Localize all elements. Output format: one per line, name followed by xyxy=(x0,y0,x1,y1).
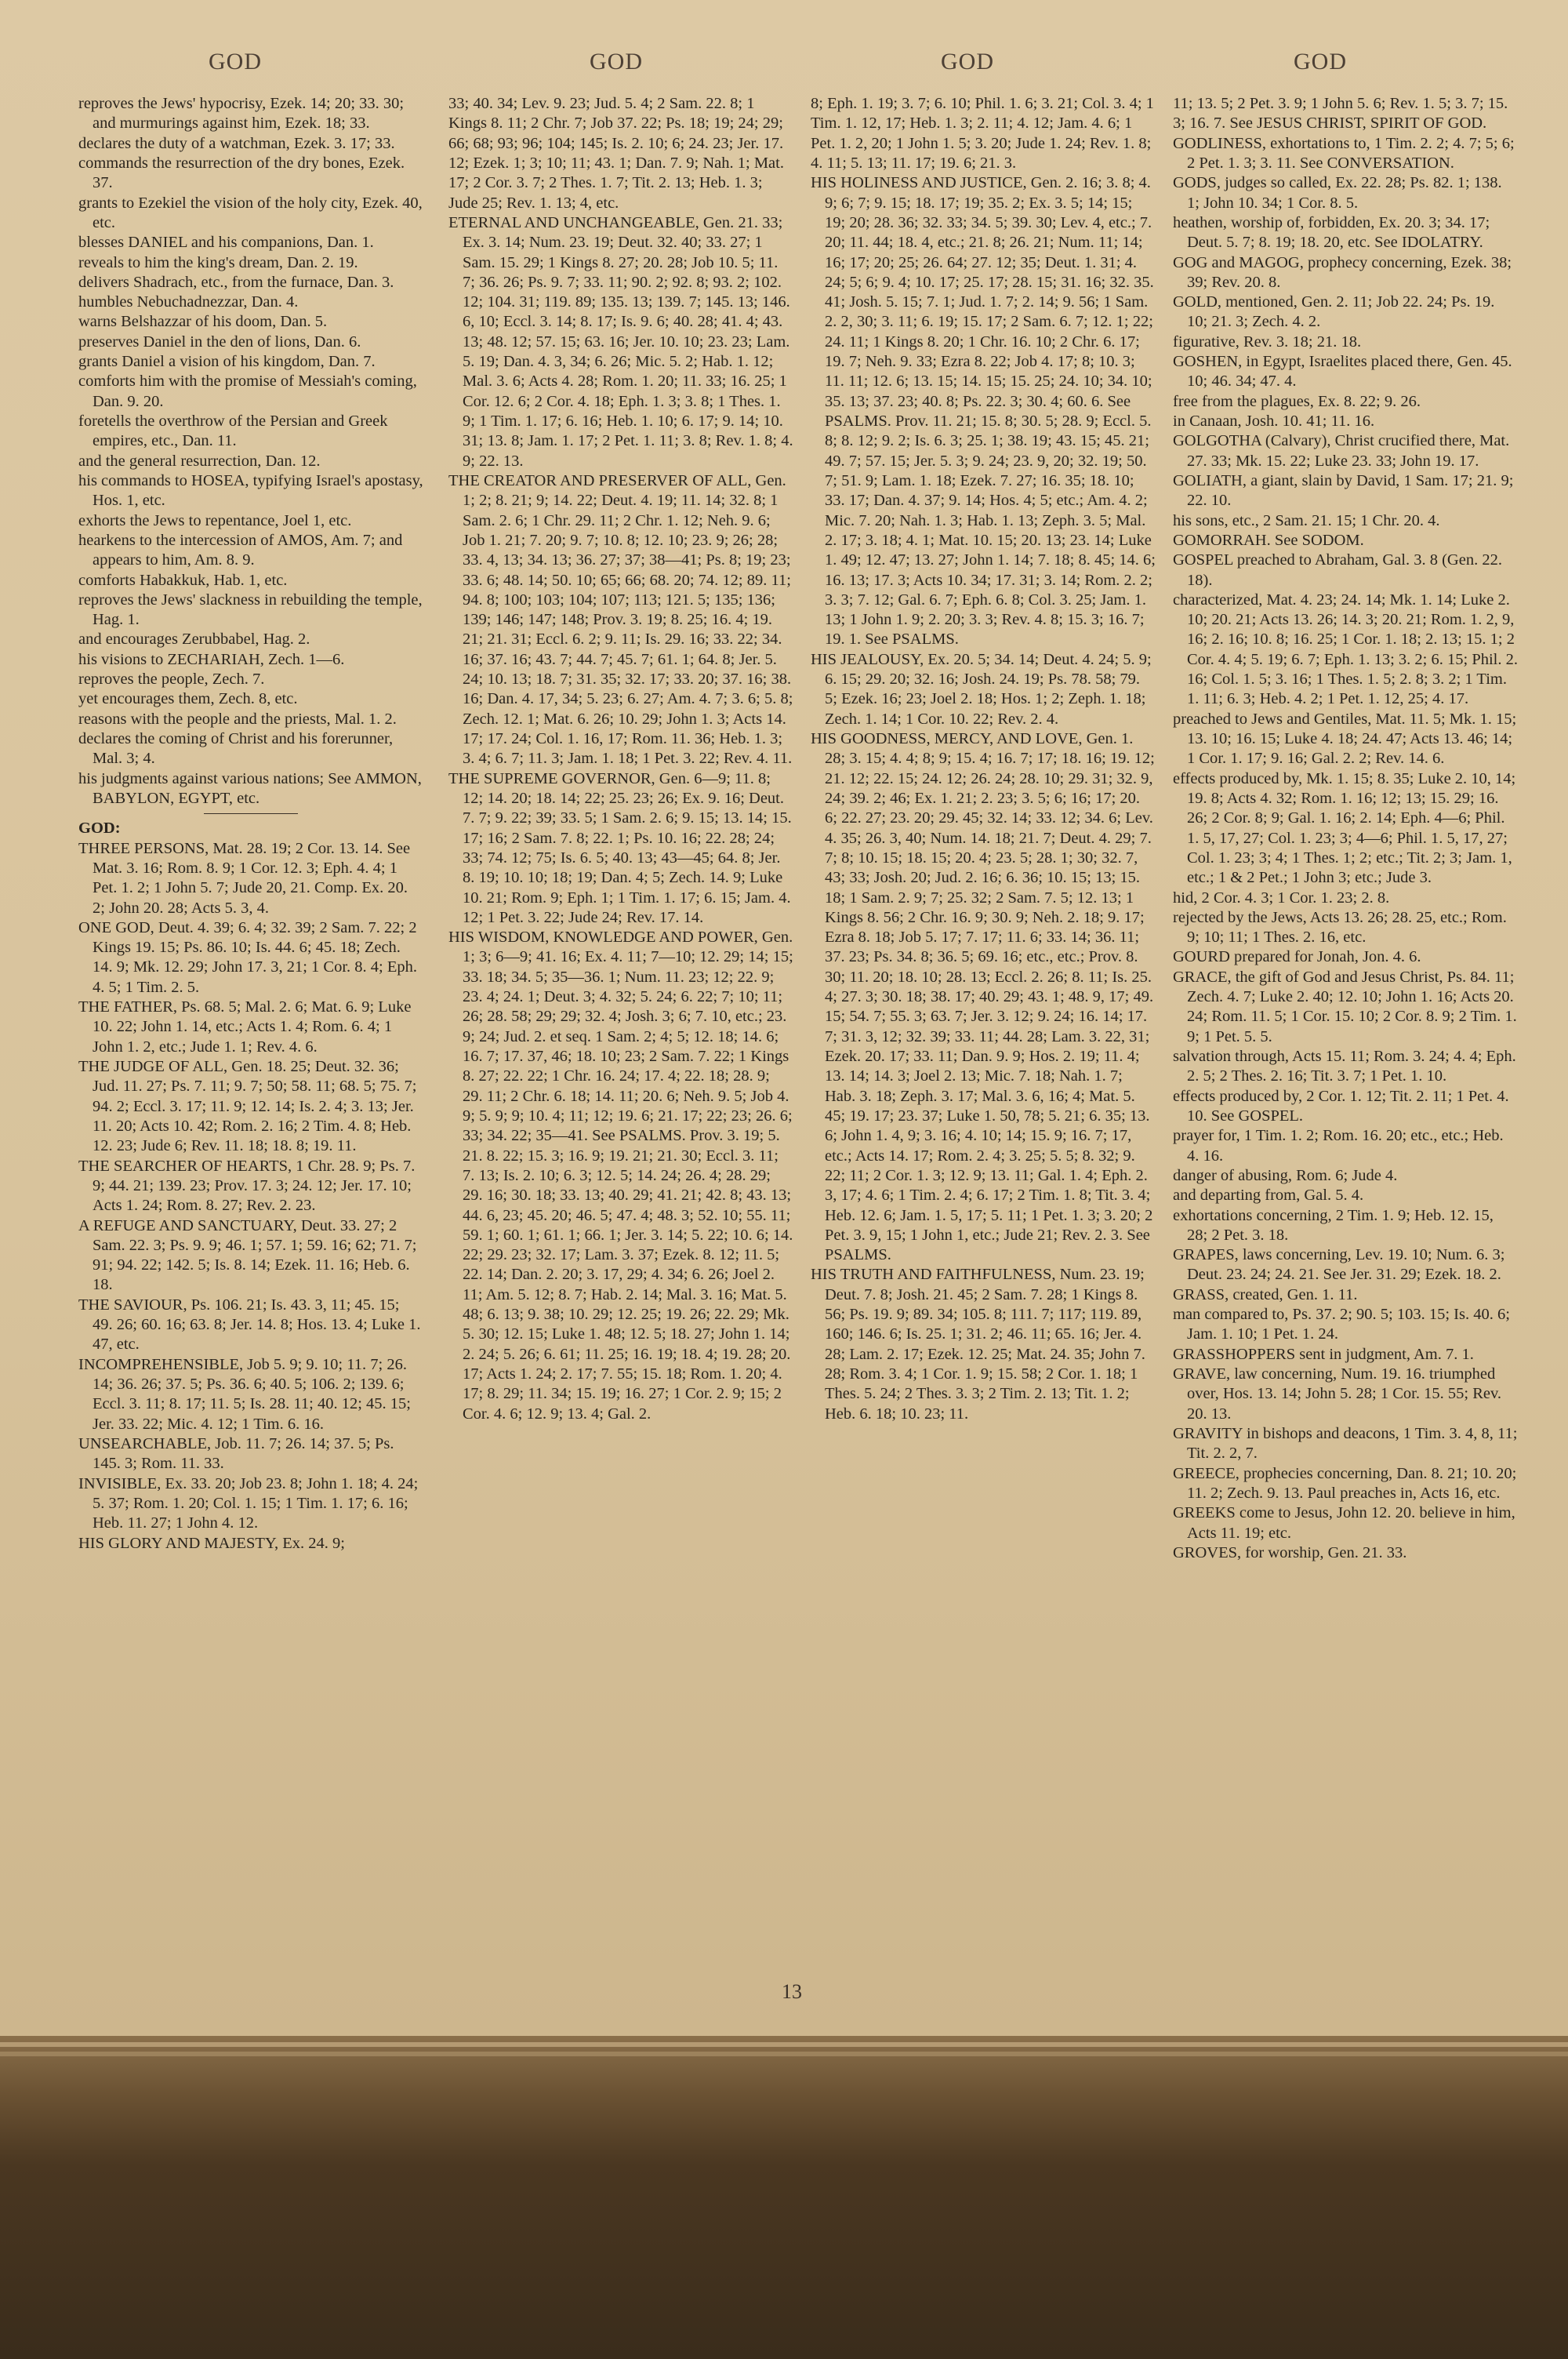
index-entry: UNSEARCHABLE, Job. 11. 7; 26. 14; 37. 5; Ps. 145. 3; Rom. 11. 33. xyxy=(78,1434,394,1473)
index-entry: preserves Daniel in the den of lions, Dan. 6. xyxy=(78,333,361,351)
index-entry: HIS HOLINESS AND JUSTICE, Gen. 2. 16; 3. 8; 4. 9; 6; 7; 9. 15; 18. 17; 19; 35. 2; Ex. 3. 5; 14; 15; 19; 20; 28. 36; 32. 33; 34. 5; 39. 30; Lev. 4, etc.; 7. 20; 11. 44; 18. 4, etc.; 21. 8; 26. 21; Num. 11; 14; 16; 17; 20; 25; 26. 64; 27. 12; 35; Deut. 1. 31; 4. 24; 5; 6; 9. 4; 10. 17; 25. 17; 28. 15; 31. 16; 32. 35. 41; Josh. 5. 15; 7. 1; Jud. 1. 7; 2. 14; 9. 56; 1 Sam. 2. 2, 30; 3. 11; 6. 19; 15. 17; 2 Sam. 6. 7; 12. 1; 22; 24. 11; 1 Kings 8. 20; 1 Chr. 16. 10; 2 Chr. 6. 17; 19. 7; Neh. 9. 33; Ezra 8. 22; Job 4. 17; 8; 10. 3; 11. 11; 12. 6; 13. 15; 14. 15; 15. 25; 24. 10; 34. 10; 35. 13; 37. 23; 40. 8; Ps. 22. 3; 30. 4; 60. 6. See PSALMS. Prov. 11. 21; 15. 8; 30. 5; 28. 9; Eccl. 5. 8; 8. 12; 9. 2; Is. 6. 3; 25. 1; 38. 19; 43. 15; 45. 21; 49. 7; 57. 15; Jer. 5. 3; 9. 24; 23. 9, 20; 32. 19; 50. 7; 51. 9; Lam. 1. 18; Ezek. 7. 27; 16. 35; 18. 10; 33. 17; Dan. 4. 37; 9. 14; Hos. 4; 5; etc.; Am. 4. 2; Mic. 7. 20; Nah. 1. 3; Hab. 1. 13; Zeph. 3. 5; Mal. 2. 17; 3. 18; 4. 1; Mat. 10. 15; 20. 13; 23. 14; Luke 1. 49; 12. 47; 13. 27; John 1. 14; 7. 18; 8. 45; 14. 6; 16. 13; 17. 3; Acts 10. 34; 17. 31; 3. 14; Rom. 2. 2; 3. 3; 7. 12; Gal. 6. 7; Eph. 6. 8; Col. 3. 25; Jam. 1. 13; 1 John 1. 9; 2. 20; 3. 3; Rev. 4. 8; 15. 3; 16. 7; 19. 1. See PSALMS. xyxy=(811,174,1156,649)
index-entry: characterized, Mat. 4. 23; 24. 14; Mk. 1. 14; Luke 2. 10; 20. 21; Acts 13. 26; 14. 3; 20. 21; Rom. 1. 2, 9, 16; 2. 16; 10. 8; 16. 25; 1 Cor. 1. 18; 2. 13; 15. 1; 2 Cor. 4. 4; 5. 19; 6. 7; Eph. 1. 13; 3. 2; 6. 15; Phil. 2. 16; Col. 1. 5; 3. 16; 1 Thes. 1. 5; 2. 8; 3. 2; 1 Tim. 1. 11; 6. 3; Heb. 4. 2; 1 Pet. 1. 12, 25; 4. 17. xyxy=(1173,591,1518,708)
index-entry: reasons with the people and the priests, Mal. 1. 2. xyxy=(78,710,397,728)
index-entry: GOSHEN, in Egypt, Israelites placed there, Gen. 45. 10; 46. 34; 47. 4. xyxy=(1173,353,1512,391)
index-entry: grants Daniel a vision of his kingdom, Dan. 7. xyxy=(78,353,376,371)
running-head-col2: GOD xyxy=(590,49,643,75)
index-entry: GREECE, prophecies concerning, Dan. 8. 21; 10. 20; 11. 2; Zech. 9. 13. Paul preaches in, Acts 16, etc. xyxy=(1173,1464,1517,1502)
index-entry: his sons, etc., 2 Sam. 21. 15; 1 Chr. 20. 4. xyxy=(1173,511,1440,529)
index-entry: HIS GOODNESS, MERCY, AND LOVE, Gen. 1. 28; 3. 15; 4. 4; 8; 9; 15. 4; 16. 7; 17; 18. 16; 19. 12; 21. 12; 22. 15; 24. 12; 26. 24; 28. 10; 29. 31; 32. 9, 24; 39. 2; 46; Ex. 1. 21; 2. 23; 3. 5; 6; 16; 17; 20. 6; 22. 27; 23. 20; 29. 45; 32. 14; 33. 12; 34. 6; Lev. 4. 35; 26. 3, 40; Num. 14. 18; 21. 7; Deut. 4. 29; 7. 7; 8; 10. 15; 18. 15; 20. 4; 23. 5; 28. 1; 30; 32. 7, 43; 33; Josh. 20; Jud. 2. 16; 6. 36; 10. 15; 13; 15. 18; 1 Sam. 2. 9; 7; 25. 32; 2 Sam. 7. 5; 12. 13; 1 Kings 8. 56; 2 Chr. 16. 9; 30. 9; Neh. 2. 18; 9. 17; Ezra 8. 18; Job 5. 17; 7. 17; 11. 6; 33. 14; 36. 11; 37. 23; Ps. 34. 8; 36. 5; 69. 16; etc., etc.; Prov. 8. 30; 11. 20; 18. 10; 28. 13; Eccl. 2. 26; 8. 11; Is. 25. 4; 27. 3; 30. 18; 38. 17; 40. 29; 43. 1; 48. 9, 17; 49. 15; 54. 7; 55. 3; 63. 7; Jer. 3. 12; 9. 24; 16. 14; 17. 7; 31. 3, 12; 32. 39; 33. 11; 44. 28; Lam. 3. 22, 31; Ezek. 20. 17; 33. 11; Dan. 9. 9; Hos. 2. 19; 11. 4; 13. 14; 14. 3; Joel 2. 13; Mic. 7. 18; Nah. 1. 7; Hab. 3. 18; Zeph. 3. 17; Mal. 3. 6, 16; 4; Mat. 5. 45; 19. 17; 23. 37; Luke 1. 50, 78; 5. 21; 6. 35; 13. 6; John 1. 4, 9; 3. 16; 4. 10; 14; 15. 9; 16. 7; 17, etc.; Acts 14. 17; Rom. 2. 4; 3. 25; 5. 5; 8. 32; 9. 22; 11; 2 Cor. 1. 3; 12. 9; 13. 11; Gal. 1. 4; Eph. 2. 3, 17; 4. 6; 1 Tim. 2. 4; 6. 17; 2 Tim. 1. 8; Tit. 3. 4; Heb. 12. 6; Jam. 1. 5, 17; 5. 11; 1 Pet. 1. 3; 3. 20; 2 Pet. 3. 9, 15; 1 John 1, etc.; Jude 21; Rev. 2. 3. See PSALMS. xyxy=(811,730,1155,1264)
index-entry: and encourages Zerubbabel, Hag. 2. xyxy=(78,631,310,649)
index-entry: INCOMPREHENSIBLE, Job 5. 9; 9. 10; 11. 7; 26. 14; 36. 26; 37. 5; Ps. 36. 6; 40. 5; 106. 2; 139. 6; Eccl. 3. 11; 8. 17; 11. 5; Is. 28. 11; 40. 12; 45. 15; Jer. 33. 22; Mic. 4. 12; 1 Tim. 6. 16. xyxy=(78,1355,411,1433)
book-bottom-edge xyxy=(0,2036,1568,2359)
text-column-4 xyxy=(1173,94,1518,2023)
index-entry: GODLINESS, exhortations to, 1 Tim. 2. 2; 4. 7; 5; 6; 2 Pet. 1. 3; 3. 11. See CONVERSATION. xyxy=(1173,134,1515,172)
index-entry: delivers Shadrach, etc., from the furnace, Dan. 3. xyxy=(78,273,394,291)
index-entry: 11; 13. 5; 2 Pet. 3. 9; 1 John 5. 6; Rev. 1. 5; 3. 7; 15. 3; 16. 7. See JESUS CHRIST, SPIRIT OF GOD. xyxy=(1173,95,1508,133)
index-entry: 33; 40. 34; Lev. 9. 23; Jud. 5. 4; 2 Sam. 22. 8; 1 Kings 8. 11; 2 Chr. 7; Job 37. 22; Ps. 18; 19; 24; 29; 66; 68; 93; 96; 104; 145; Is. 2. 10; 6; 24. 23; Jer. 17. 12; Ezek. 1; 3; 10; 11; 43. 1; Dan. 7. 9; Nah. 1; Mat. 17; 2 Cor. 3. 7; 2 Thes. 1. 7; Tit. 2. 13; Heb. 1. 3; Jude 25; Rev. 1. 13; 4, etc. xyxy=(448,95,784,212)
index-entry: GRASSHOPPERS sent in judgment, Am. 7. 1. xyxy=(1173,1345,1474,1363)
text-column-3 xyxy=(811,94,1156,2023)
index-entry: reveals to him the king's dream, Dan. 2. 19. xyxy=(78,253,358,271)
index-entry: GOMORRAH. See SODOM. xyxy=(1173,531,1364,549)
index-entry: his judgments against various nations; See AMMON, BABYLON, EGYPT, etc. xyxy=(78,769,422,807)
index-entry: and the general resurrection, Dan. 12. xyxy=(78,452,321,470)
page-edge-strip xyxy=(0,2042,1568,2047)
index-entry: GOD: xyxy=(78,820,121,838)
index-entry: salvation through, Acts 15. 11; Rom. 3. 24; 4. 4; Eph. 2. 5; 2 Thes. 2. 16; Tit. 3. 7; 1 Pet. 1. 10. xyxy=(1173,1048,1516,1085)
index-entry: his visions to ZECHARIAH, Zech. 1—6. xyxy=(78,650,345,668)
index-entry: his commands to HOSEA, typifying Israel's apostasy, Hos. 1, etc. xyxy=(78,471,423,510)
index-entry: GOURD prepared for Jonah, Jon. 4. 6. xyxy=(1173,948,1421,966)
index-entry: GOLGOTHA (Calvary), Christ crucified there, Mat. 27. 33; Mk. 15. 22; Luke 23. 33; John 19. 17. xyxy=(1173,432,1510,470)
index-entry: reproves the people, Zech. 7. xyxy=(78,671,265,689)
index-entry: GRAPES, laws concerning, Lev. 19. 10; Num. 6. 3; Deut. 23. 24; 24. 21. See Jer. 31. 29; Ezek. 18. 2. xyxy=(1173,1246,1505,1284)
index-entry: THE SEARCHER OF HEARTS, 1 Chr. 28. 9; Ps. 7. 9; 44. 21; 139. 23; Prov. 17. 3; 24. 12; Jer. 17. 10; Acts 1. 24; Rom. 8. 27; Rev. 2. 23. xyxy=(78,1157,416,1215)
index-entry: yet encourages them, Zech. 8, etc. xyxy=(78,690,298,708)
index-entry: GRACE, the gift of God and Jesus Christ, Ps. 84. 11; Zech. 4. 7; Luke 2. 40; 12. 10; John 1. 16; Acts 20. 24; Rom. 11. 5; 1 Cor. 15. 10; 2 Cor. 8. 9; 2 Tim. 1. 9; 1 Pet. 5. 5. xyxy=(1173,968,1517,1045)
index-entry: in Canaan, Josh. 10. 41; 11. 16. xyxy=(1173,413,1375,430)
index-entry: 8; Eph. 1. 19; 3. 7; 6. 10; Phil. 1. 6; 3. 21; Col. 3. 4; 1 Tim. 1. 12, 17; Heb. 1. 3; 2. 11; 4. 12; Jam. 4. 6; 1 Pet. 1. 2, 20; 1 John 1. 5; 3. 20; Jude 1. 24; Rev. 1. 8; 4. 11; 5. 13; 11. 17; 19. 6; 21. 3. xyxy=(811,95,1154,172)
index-entry: GODS, judges so called, Ex. 22. 28; Ps. 82. 1; 138. 1; John 10. 34; 1 Cor. 8. 5. xyxy=(1173,174,1502,212)
index-entry: THE JUDGE OF ALL, Gen. 18. 25; Deut. 32. 36; Jud. 11. 27; Ps. 7. 11; 9. 7; 50; 58. 11; 68. 5; 75. 7; 94. 2; Eccl. 3. 17; 11. 9; 12. 14; Is. 2. 4; 3. 13; Jer. 11. 20; Acts 10. 42; Rom. 2. 16; 2 Tim. 4. 8; Heb. 12. 23; Jude 6; Rev. 11. 18; 18. 8; 19. 11. xyxy=(78,1058,417,1155)
index-entry: hid, 2 Cor. 4. 3; 1 Cor. 1. 23; 2. 8. xyxy=(1173,889,1390,907)
index-entry: man compared to, Ps. 37. 2; 90. 5; 103. 15; Is. 40. 6; Jam. 1. 10; 1 Pet. 1. 24. xyxy=(1173,1306,1510,1343)
index-entry: THE SAVIOUR, Ps. 106. 21; Is. 43. 3, 11; 45. 15; 49. 26; 60. 16; 63. 8; Jer. 14. 8; Hos. 13. 4; Luke 1. 47, etc. xyxy=(78,1296,421,1354)
index-entry: GOSPEL preached to Abraham, Gal. 3. 8 (Gen. 22. 18). xyxy=(1173,551,1502,589)
index-entry: heathen, worship of, forbidden, Ex. 20. 3; 34. 17; Deut. 5. 7; 8. 19; 18. 20, etc. See IDOLATRY. xyxy=(1173,213,1490,252)
index-entry: GRAVE, law concerning, Num. 19. 16. triumphed over, Hos. 13. 14; John 5. 28; 1 Cor. 15. 55; Rev. 20. 13. xyxy=(1173,1365,1502,1423)
index-entry: ETERNAL AND UNCHANGEABLE, Gen. 21. 33; Ex. 3. 14; Num. 23. 19; Deut. 32. 40; 33. 27; 1 Sam. 15. 29; 1 Kings 8. 27; 20. 28; Job 10. 5; 11. 7; 36. 26; Ps. 9. 7; 33. 11; 90. 2; 92. 8; 93. 2; 102. 12; 104. 31; 119. 89; 135. 13; 139. 7; 145. 13; 146. 6, 10; Eccl. 3. 14; 8. 17; Is. 9. 6; 40. 28; 41. 4; 43. 13; 48. 12; 57. 15; 63. 16; Jer. 10. 10; 23. 23; Lam. 5. 19; Dan. 4. 3, 34; 6. 26; Mic. 5. 2; Hab. 1. 12; Mal. 3. 6; Acts 4. 28; Rom. 1. 20; 11. 33; 16. 25; 1 Cor. 12. 6; 2 Cor. 4. 18; Eph. 1. 3; 3. 8; 1 Thes. 1. 9; 1 Tim. 1. 17; 6. 16; Heb. 1. 10; 6. 17; 9. 14; 10. 31; 13. 8; Jam. 1. 17; 2 Pet. 1. 11; 3. 8; Rev. 1. 8; 4. 9; 22. 13. xyxy=(448,213,793,470)
index-entry: prayer for, 1 Tim. 1. 2; Rom. 16. 20; etc., etc.; Heb. 4. 16. xyxy=(1173,1127,1504,1165)
index-entry: hearkens to the intercession of AMOS, Am. 7; and appears to him, Am. 8. 9. xyxy=(78,531,403,569)
index-entry: GROVES, for worship, Gen. 21. 33. xyxy=(1173,1543,1407,1561)
index-entry: commands the resurrection of the dry bones, Ezek. 37. xyxy=(78,154,405,192)
index-entry: INVISIBLE, Ex. 33. 20; Job 23. 8; John 1. 18; 4. 24; 5. 37; Rom. 1. 20; Col. 1. 15; 1 Tim. 1. 17; 6. 16; Heb. 11. 27; 1 John 4. 12. xyxy=(78,1474,419,1532)
index-entry: THE SUPREME GOVERNOR, Gen. 6—9; 11. 8; 12; 14. 20; 18. 14; 22; 25. 23; 26; Ex. 9. 16; Deut. 7. 7; 9. 22; 39; 33. 5; 1 Sam. 2. 6; 9. 15; 13. 14; 15. 17; 16; 2 Sam. 7. 8; 22. 1; Ps. 10. 16; 22. 28; 24; 33; 74. 12; 75; Is. 6. 5; 40. 13; 43—45; 64. 8; Jer. 8. 19; 10. 10; 18; 19; Dan. 4; 5; Zech. 14. 9; Luke 10. 21; Rom. 9; Eph. 1; 1 Tim. 1. 17; 6. 15; Jam. 4. 12; 1 Pet. 3. 22; Jude 24; Rev. 17. 14. xyxy=(448,769,792,926)
index-entry: reproves the Jews' hypocrisy, Ezek. 14; 20; 33. 30; and murmurings against him, Ezek. 18; 33. xyxy=(78,95,405,133)
index-entry: GRAVITY in bishops and deacons, 1 Tim. 3. 4, 8, 11; Tit. 2. 2, 7. xyxy=(1173,1424,1518,1463)
index-entry: declares the duty of a watchman, Ezek. 3. 17; 33. xyxy=(78,134,395,152)
index-entry: declares the coming of Christ and his forerunner, Mal. 3; 4. xyxy=(78,730,394,768)
index-entry: HIS WISDOM, KNOWLEDGE AND POWER, Gen. 1; 3; 6—9; 41. 16; Ex. 4. 11; 7—10; 12. 29; 14; 15; 33. 18; 34. 5; 35—36. 1; Num. 11. 23; 12; 22. 9; 23. 4; 24. 1; Deut. 3; 4. 32; 5. 24; 6. 22; 7; 10; 11; 26; 28. 58; 29; 29; 32. 4; Josh. 3; 6; 7. 10, etc.; 23. 9; 24; Jud. 2. et seq. 1 Sam. 2; 4; 5; 12. 18; 14. 6; 16. 7; 17. 37, 46; 18. 10; 23; 2 Sam. 7. 22; 1 Kings 8. 27; 22. 22; 1 Chr. 16. 24; 17. 4; 22. 18; 28. 9; 29. 11; 2 Chr. 6. 18; 14. 11; 20. 6; Neh. 9. 5; Job 4. 9; 5. 9; 9; 10. 4; 11; 12; 19. 6; 21. 17; 22; 23; 26. 6; 33; 34. 22; 35—41. See PSALMS. Prov. 3. 19; 5. 21. 8. 22; 15. 3; 16. 9; 19. 21; 21. 30; Eccl. 3. 11; 7. 13; Is. 2. 10; 6. 3; 12. 5; 14. 24; 26. 4; 28. 29; 29. 16; 30. 18; 33. 13; 40. 29; 41. 21; 42. 8; 43. 13; 44. 6, 23; 45. 20; 46. 5; 47. 4; 48. 3; 52. 10; 55. 11; 59. 1; 60. 1; 61. 1; 66. 1; Jer. 3. 14; 5. 22; 10. 6; 14. 22; 29. 23; 32. 17; Lam. 3. 37; Ezek. 8. 12; 11. 5; 22. 14; Dan. 2. 20; 3. 17, 29; 4. 34; 6. 26; Joel 2. 11; Am. 5. 12; 8. 7; Hab. 2. 14; Mal. 3. 16; Mat. 5. 48; 6. 13; 9. 38; 10. 29; 12. 25; 19. 26; 22. 29; Mk. 5. 30; 12. 15; Luke 1. 48; 12. 5; 18. 27; John 1. 14; 2. 24; 5. 26; 6. 61; 11. 25; 16. 19; 18. 4; 19. 28; 20. 17; Acts 1. 24; 2. 17; 7. 55; 15. 18; Rom. 1. 20; 4. 17; 8. 29; 11. 34; 15. 19; 16. 27; 1 Cor. 2. 9; 15; 2 Cor. 4. 6; 12. 9; 13. 4; Gal. 2. xyxy=(448,929,793,1423)
running-head-col4: GOD xyxy=(1294,49,1347,75)
index-entry: effects produced by, Mk. 1. 15; 8. 35; Luke 2. 10, 14; 19. 8; Acts 4. 32; Rom. 1. 16; 12; 13; 15. 29; 16. 26; 2 Cor. 8; 9; Gal. 1. 16; 2. 14; Eph. 4—6; Phil. 1. 5, 17, 27; Col. 1. 23; 3; 4—6; Phil. 1. 5, 17, 27; Col. 1. 23; 3; 4; 1 Thes. 1; 2; etc.; Tit. 2; 3; Jam. 1, etc.; 1 & 2 Pet.; 1 John 3; etc.; Jude 3. xyxy=(1173,769,1516,887)
index-entry: exhorts the Jews to repentance, Joel 1, etc. xyxy=(78,511,352,529)
index-entry: rejected by the Jews, Acts 13. 26; 28. 25, etc.; Rom. 9; 10; 11; 1 Thes. 2. 16, etc. xyxy=(1173,908,1507,947)
index-entry: A REFUGE AND SANCTUARY, Deut. 33. 27; 2 Sam. 22. 3; Ps. 9. 9; 46. 1; 57. 1; 59. 16; 62; 71. 7; 91; 94. 22; 142. 5; Is. 8. 14; Ezek. 11. 16; Heb. 6. 18. xyxy=(78,1216,417,1294)
index-entry: THE FATHER, Ps. 68. 5; Mal. 2. 6; Mat. 6. 9; Luke 10. 22; John 1. 14, etc.; Acts 1. 4; Rom. 6. 4; 1 John 1. 2, etc.; Jude 1. 1; Rev. 4. 6. xyxy=(78,998,412,1056)
index-entry: humbles Nebuchadnezzar, Dan. 4. xyxy=(78,293,299,311)
index-entry: and departing from, Gal. 5. 4. xyxy=(1173,1187,1364,1205)
index-entry: comforts him with the promise of Messiah's coming, Dan. 9. 20. xyxy=(78,373,417,410)
index-entry: GRASS, created, Gen. 1. 11. xyxy=(1173,1285,1358,1303)
page-number: 13 xyxy=(782,1980,802,2003)
section-divider xyxy=(204,813,298,814)
running-head-col3: GOD xyxy=(941,49,994,75)
page-edge-strip xyxy=(0,2052,1568,2056)
index-entry: effects produced by, 2 Cor. 1. 12; Tit. 2. 11; 1 Pet. 4. 10. See GOSPEL. xyxy=(1173,1087,1509,1125)
index-entry: exhortations concerning, 2 Tim. 1. 9; Heb. 12. 15, 28; 2 Pet. 3. 18. xyxy=(1173,1206,1494,1244)
index-entry: free from the plagues, Ex. 8. 22; 9. 26. xyxy=(1173,392,1421,410)
index-entry: THREE PERSONS, Mat. 28. 19; 2 Cor. 13. 14. See Mat. 3. 16; Rom. 8. 9; 1 Cor. 12. 3; Eph. 4. 4; 1 Pet. 1. 2; 1 John 5. 7; Jude 20, 21. Comp. Ex. 20. 2; John 20. 28; Acts 5. 3, 4. xyxy=(78,839,411,917)
index-entry: comforts Habakkuk, Hab. 1, etc. xyxy=(78,571,288,589)
index-entry: HIS TRUTH AND FAITHFULNESS, Num. 23. 19; Deut. 7. 8; Josh. 21. 45; 2 Sam. 7. 28; 1 Kings 8. 56; Ps. 19. 9; 89. 34; 105. 8; 111. 7; 117; 119. 89, 160; 146. 6; Is. 25. 1; 31. 2; 46. 11; 65. 16; Jer. 4. 28; Lam. 2. 17; Ezek. 12. 25; Mat. 24. 35; John 7. 28; Rom. 3. 4; 1 Cor. 1. 9; 15. 58; 2 Cor. 1. 18; 1 Thes. 5. 24; 2 Thes. 3. 3; 2 Tim. 2. 13; Tit. 1. 2; Heb. 6. 18; 10. 23; 11. xyxy=(811,1266,1145,1423)
index-entry: reproves the Jews' slackness in rebuilding the temple, Hag. 1. xyxy=(78,591,423,629)
index-entry: danger of abusing, Rom. 6; Jude 4. xyxy=(1173,1166,1398,1184)
index-entry: warns Belshazzar of his doom, Dan. 5. xyxy=(78,313,328,331)
running-head-col1: GOD xyxy=(209,49,262,75)
index-entry: GREEKS come to Jesus, John 12. 20. believe in him, Acts 11. 19; etc. xyxy=(1173,1504,1515,1542)
index-entry: GOLD, mentioned, Gen. 2. 11; Job 22. 24; Ps. 19. 10; 21. 3; Zech. 4. 2. xyxy=(1173,293,1495,331)
index-entry: HIS JEALOUSY, Ex. 20. 5; 34. 14; Deut. 4. 24; 5. 9; 6. 15; 29. 20; 32. 16; Josh. 24. 19; Ps. 78. 58; 79. 5; Ezek. 16; 23; Joel 2. 18; Hos. 1; 2; Zeph. 1. 18; Zech. 1. 14; 1 Cor. 10. 22; Rev. 2. 4. xyxy=(811,650,1152,728)
index-entry: THE CREATOR AND PRESERVER OF ALL, Gen. 1; 2; 8. 21; 9; 14. 22; Deut. 4. 19; 11. 14; 32. 8; 1 Sam. 2. 6; 1 Chr. 29. 11; 2 Chr. 1. 12; Neh. 9. 6; Job 1. 21; 7. 20; 9. 7; 10. 8; 12. 10; 23. 9; 26; 28; 33. 4, 13; 34. 13; 36. 27; 37; 38—41; Ps. 8; 19; 23; 33. 6; 48. 14; 50. 10; 65; 66; 68. 20; 74. 12; 89. 11; 94. 8; 100; 103; 104; 107; 113; 121. 5; 135; 136; 139; 146; 147; 148; Prov. 3. 19; 8. 25; 16. 4; 19. 21; 21. 31; Eccl. 6. 2; 9. 11; Is. 29. 16; 33. 22; 34. 16; 37. 16; 43. 7; 44. 7; 45. 7; 61. 1; 64. 8; Jer. 5. 24; 10. 13; 18. 7; 31. 35; 32. 17; 33. 20; 37. 16; 38. 16; Dan. 4. 17, 34; 5. 23; 6. 27; Am. 4. 7; 3. 6; 5. 8; Zech. 12. 1; Mat. 6. 26; 10. 29; John 1. 3; Acts 14. 17; 17. 24; Col. 1. 16, 17; Rom. 11. 36; Heb. 1. 3; 3. 4; 6. 7; 11. 3; Jam. 1. 18; 1 Pet. 3. 22; Rev. 4. 11. xyxy=(448,471,793,768)
text-column-2 xyxy=(448,94,793,2023)
index-entry: grants to Ezekiel the vision of the holy city, Ezek. 40, etc. xyxy=(78,194,423,231)
text-column-1 xyxy=(78,94,423,2023)
index-entry: figurative, Rev. 3. 18; 21. 18. xyxy=(1173,333,1362,351)
index-entry: ONE GOD, Deut. 4. 39; 6. 4; 32. 39; 2 Sam. 7. 22; 2 Kings 19. 15; Ps. 86. 10; Is. 44. 6; 45. 18; Zech. 14. 9; Mk. 12. 29; John 17. 3, 21; 1 Cor. 8. 4; Eph. 4. 5; 1 Tim. 2. 5. xyxy=(78,918,418,996)
index-entry: GOG and MAGOG, prophecy concerning, Ezek. 38; 39; Rev. 20. 8. xyxy=(1173,253,1512,291)
index-entry: HIS GLORY AND MAJESTY, Ex. 24. 9; xyxy=(78,1534,345,1552)
index-entry: foretells the overthrow of the Persian and Greek empires, etc., Dan. 11. xyxy=(78,413,388,450)
index-entry: GOLIATH, a giant, slain by David, 1 Sam. 17; 21. 9; 22. 10. xyxy=(1173,471,1514,510)
index-entry: preached to Jews and Gentiles, Mat. 11. 5; Mk. 1. 15; 13. 10; 16. 15; Luke 4. 18; 24. 47; Acts 13. 46; 14; 1 Cor. 1. 17; 9. 16; Gal. 2. 2; Rev. 14. 6. xyxy=(1173,710,1517,768)
index-entry: blesses DANIEL and his companions, Dan. 1. xyxy=(78,234,374,252)
